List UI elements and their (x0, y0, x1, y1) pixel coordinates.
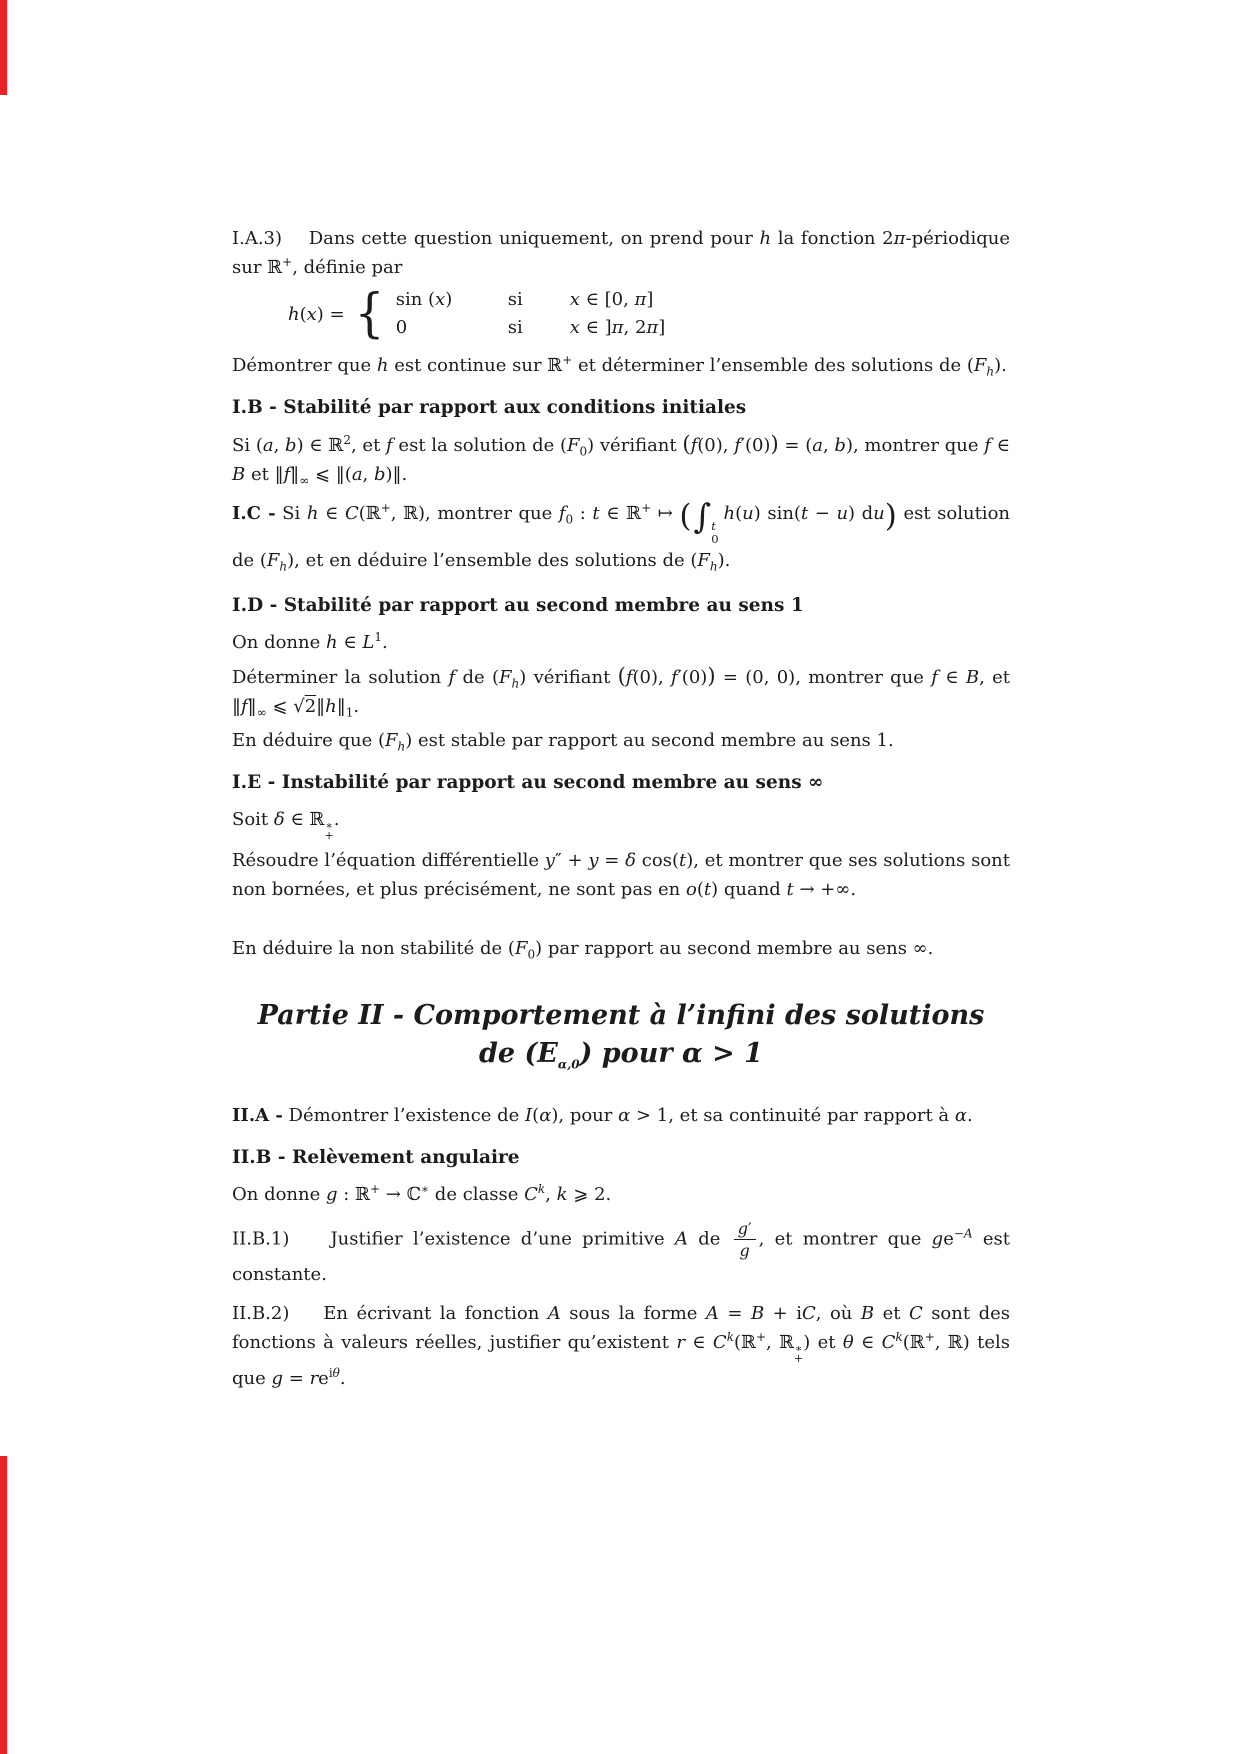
scan-margin-mark-top (0, 0, 7, 95)
case-2-domain: x ∈ ]π, 2π] (569, 317, 666, 338)
paragraph-iib2-body: II.B.2) En écrivant la fonction A sous la forme A = B + iC, où B et C sont des fonctions à valeurs réelles, justifier qu’existent r ∈ $C^k(ℝ^+$, ℝ ∗ + ) et θ ∈ $C^k(ℝ^+$, ℝ) tels que $g = re^{i\theta}$. (232, 1303, 1010, 1389)
paragraph-ie-1: Soit δ ∈ ℝ ∗ + . (232, 809, 340, 842)
paragraph-iib1-body: II.B.1) Justifier l’existence d’une primitive A de $\frac{g'}{g}$ , et montrer que $ge^{-A}$ est constante. (232, 1219, 1010, 1285)
cases-grid (396, 287, 666, 341)
paragraph-ic-body: I.C - Si h ∈ C(ℝ+, ℝ), montrer que $f_0$ : t ∈ ℝ+ ↦ (∫ t 0 h(u) sin(t − u) du) est solution de $(F_h)$, et en déduire l’ensemble des solutions de $(F_h)$. (232, 497, 1010, 574)
paragraph-id-3: En déduire que $(F_h)$ est stable par rapport au second membre au sens 1. (232, 730, 894, 754)
case-2-expression: 0 (395, 317, 408, 338)
case-2-condition-word: si (507, 317, 523, 338)
heading-section-iib: II.B - Relèvement angulaire (232, 1147, 520, 1168)
equation-lhs: h(x) = (288, 303, 345, 325)
case-1-expression: sin (x) (395, 289, 453, 310)
paragraph-ie-2: Résoudre l’équation différentielle y″ + y = δ cos(t), et montrer que ses solutions sont non bornées, et plus précisément, ne sont pas en o(t) quand t → +∞. (232, 850, 1011, 900)
paragraph-iia-body: II.A - Démontrer l’existence de I(α), pour α > 1, et sa continuité par rapport à α. (232, 1105, 973, 1126)
paragraph-iib-intro: On donne g : ℝ+ → ℂ∗ de classe $C^k$, k ⩾ 2. (232, 1182, 612, 1205)
part-ii-title-line-2: de $(E_{\alpha,0})$ pour α > 1 (479, 1038, 763, 1072)
scan-margin-mark-bottom (0, 1456, 7, 1754)
paragraph-ie-3: En déduire la non stabilité de $(F_0)$ par rapport au second membre au sens ∞. (232, 938, 934, 962)
paragraph-ib-body: Si (a, b) ∈ ℝ$^2$, et f est la solution de $(F_0)$ vérifiant (f(0), f′(0)) = (a, b), montrer que f ∈ B et $‖f‖_\infty$ ⩽ ‖(a, b)‖. (232, 432, 1010, 488)
part-ii-title-line-1: Partie II - Comportement à l’infini des solutions (257, 1000, 985, 1031)
equation-h-piecewise: h(x) = { sin (x) si x ∈ [0, π] 0 si x ∈ ]π, 2π] (288, 284, 666, 344)
paragraph-ia3-intro: I.A.3) Dans cette question uniquement, on prend pour h la fonction 2π-périodique sur ℝ+, définie par (232, 228, 1010, 278)
heading-section-ie: I.E - Instabilité par rapport au second membre au sens ∞ (232, 772, 824, 793)
heading-section-ib: I.B - Stabilité par rapport aux conditions initiales (232, 397, 747, 418)
case-1-domain: x ∈ [0, π] (569, 289, 654, 310)
case-1-condition-word: si (507, 289, 523, 310)
paragraph-id-1: On donne h ∈ $L^1$. (232, 630, 388, 653)
heading-section-id: I.D - Stabilité par rapport au second membre au sens 1 (232, 595, 804, 616)
paragraph-id-2: Déterminer la solution f de $(F_h)$ vérifiant (f(0), f′(0)) = (0, 0), montrer que f ∈ B, et $‖f‖_\infty$ ⩽ $√2‖h‖_1$. (232, 664, 1010, 720)
document-content (232, 224, 1010, 1398)
paragraph-ia3-outro: Démontrer que h est continue sur ℝ+ et déterminer l’ensemble des solutions de $(F_h)$. (232, 353, 1007, 379)
part-ii-title (232, 997, 1010, 1073)
